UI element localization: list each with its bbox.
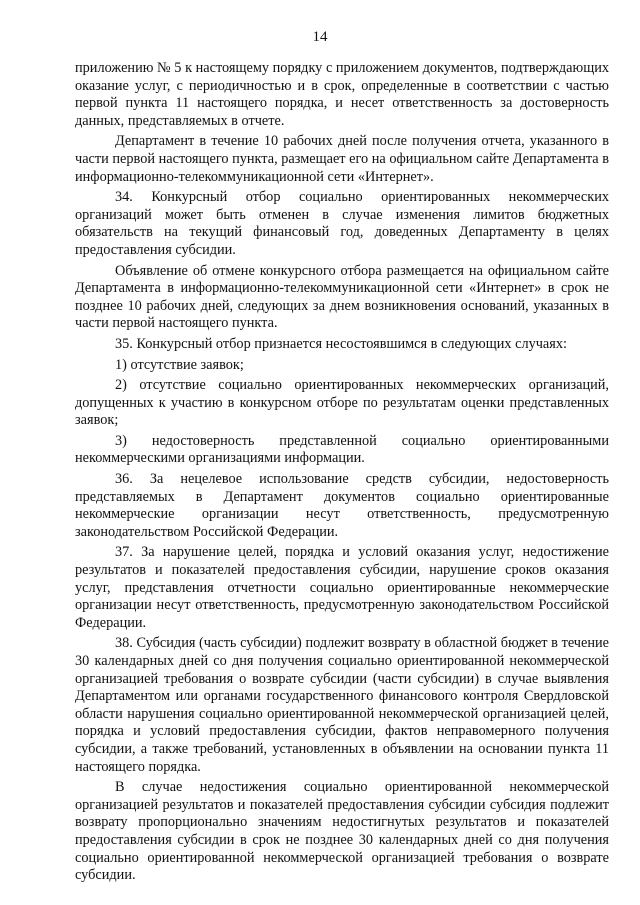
page-number: 14 bbox=[312, 29, 328, 45]
list-item-no-admitted-organizations: 2) отсутствие социально ориентированных некоммерческих организаций, допущенных к участию в конкурсном отборе по результатам оценки представленных заявок; bbox=[75, 377, 609, 429]
list-item-no-applications: 1) отсутствие заявок; bbox=[115, 356, 244, 373]
paragraph-report-obligation: приложению № 5 к настоящему порядку с приложением документов, подтверждающих оказание услуг, с периодичностью и в срок, определенные в соответствии с частью первой пункта 11 настоящего порядка, и несет ответственность за достоверность данных, представляемых в отчете. bbox=[75, 60, 609, 129]
paragraph-clause-36: 36. За нецелевое использование средств субсидии, недостоверность представляемых в Департамент документов социально ориентированные некоммерческие организации несут ответственность, предусмотренную законодательством Российской Федерации. bbox=[75, 471, 609, 540]
paragraph-clause-34: 34. Конкурсный отбор социально ориентированных некоммерческих организаций может быть отменен в случае изменения лимитов бюджетных обязательств на текущий финансовый год, доведенных Департаменту в целях предоставления субсидии. bbox=[75, 189, 609, 258]
paragraph-clause-38: 38. Субсидия (часть субсидии) подлежит возврату в областной бюджет в течение 30 календарных дней со дня получения социально ориентированной некоммерческой организацией требования о возврате субсидии (части субсидии) в случае выявления Департаментом или органами государственного финансового контроля Свердловской области нарушения социально ориентированной некоммерческой организацией целей, порядка и условий предоставления субсидии, фактов неправомерного получения субсидии, а также требований, установленных в объявлении на основании пункта 11 настоящего порядка. bbox=[75, 635, 609, 775]
paragraph-report-publication: Департамент в течение 10 рабочих дней после получения отчета, указанного в части первой настоящего пункта, размещает его на официальном сайте Департамента в информационно-телекоммуникационной сети «Интернет». bbox=[75, 133, 609, 185]
paragraph-clause-35: 35. Конкурсный отбор признается несостоявшимся в следующих случаях: bbox=[115, 335, 567, 352]
list-item-unreliable-information: 3) недостоверность представленной социально ориентированными некоммерческими организациями информации. bbox=[75, 432, 609, 467]
paragraph-cancellation-notice: Объявление об отмене конкурсного отбора размещается на официальном сайте Департамента в информационно-телекоммуникационной сети «Интернет» в срок не позднее 10 рабочих дней, следующих за днем возникновения оснований, указанных в части первой настоящего пункта. bbox=[75, 262, 609, 332]
paragraph-proportional-return: В случае недостижения социально ориентированной некоммерческой организацией результатов и показателей предоставления субсидии субсидия подлежит возврату пропорционально значениям недостигнутых результатов и показателей предоставления субсидии в срок не позднее 30 календарных дней со дня получения социально ориентированной некоммерческой организацией требования о возврате субсидии. bbox=[75, 779, 609, 884]
document-body bbox=[75, 60, 609, 888]
paragraph-clause-37: 37. За нарушение целей, порядка и условий оказания услуг, недостижение результатов и показателей предоставления субсидии, нарушение сроков оказания услуг, представления отчетности социально ориентированные некоммерческие организации несут ответственность, предусмотренную законодательством Российской Федерации. bbox=[75, 544, 609, 631]
